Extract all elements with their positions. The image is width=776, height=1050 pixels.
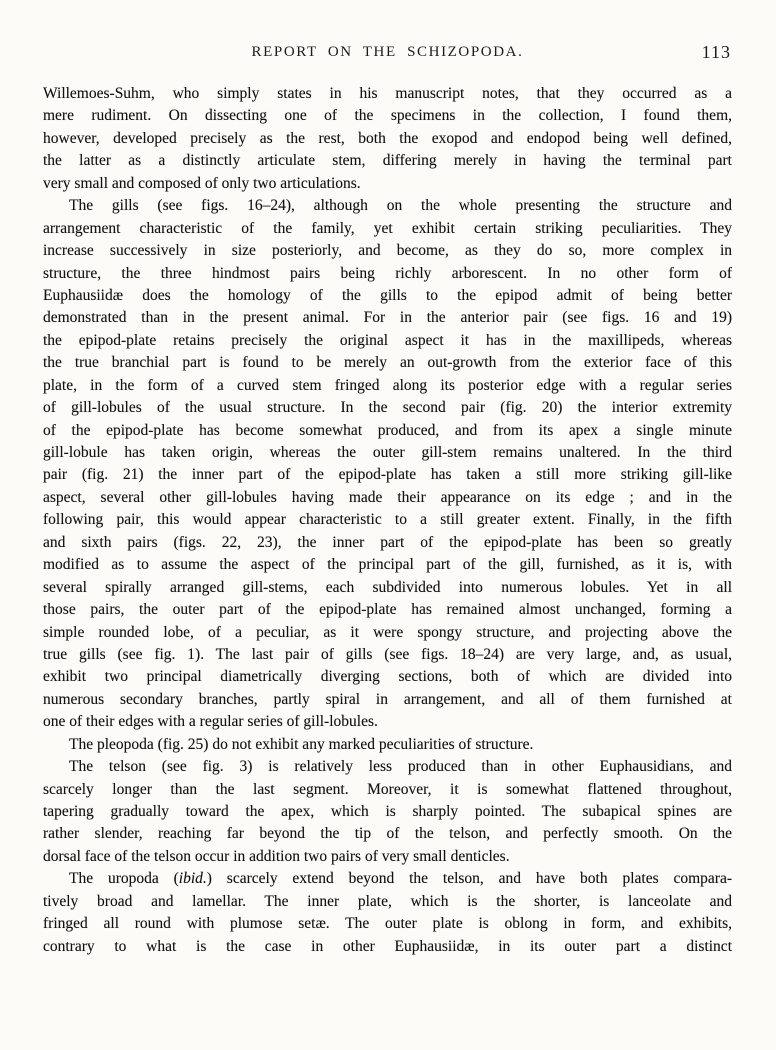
text-line: demonstrated than in the present animal. For in the anterior pair (see figs. 16 and 19): [43, 309, 732, 327]
text-line: the true branchial part is found to be merely an out-growth from the exterior face of this: [43, 354, 732, 372]
text-line: scarcely longer than the last segment. Moreover, it is somewhat flattened throughout,: [43, 780, 732, 798]
text-line: gill-lobule has taken origin, whereas the outer gill-stem remains unaltered. In the third: [43, 444, 732, 461]
running-header: [43, 44, 732, 66]
text-line: Euphausiidæ does the homology of the gills to the epipod admit of being better: [43, 286, 732, 304]
text-line: The telson (see fig. 3) is relatively less produced than in other Euphausidians, and: [69, 758, 732, 776]
running-header-title: REPORT ON THE SCHIZOPODA.: [251, 44, 524, 60]
text-line: tively broad and lamellar. The inner plate, which is the shorter, is lanceolate and: [43, 892, 732, 910]
text-line: dorsal face of the telson occur in addition two pairs of very small denticles.: [43, 847, 510, 865]
text-line: those pairs, the outer part of the epipod-plate has remained almost unchanged, forming a: [43, 601, 732, 619]
text-line: aspect, several other gill-lobules having made their appearance on its edge ; and in the: [43, 488, 732, 506]
text-line: The gills (see figs. 16–24), although on the whole presenting the structure and: [69, 197, 732, 215]
text-line: contrary to what is the case in other Euphausiidæ, in its outer part a distinct: [43, 937, 732, 955]
text-line: very small and composed of only two articulations.: [43, 174, 361, 192]
text-line: plate, in the form of a curved stem fringed along its posterior edge with a regular series: [43, 376, 732, 394]
text-line: following pair, this would appear characteristic to a still greater extent. Finally, in the fifth: [43, 511, 732, 529]
text-line: of gill-lobules of the usual structure. In the second pair (fig. 20) the interior extremity: [43, 399, 732, 417]
text-line: of the epipod-plate has become somewhat produced, and from its apex a single minute: [43, 421, 732, 439]
text-line: The pleopoda (fig. 25) do not exhibit any marked peculiarities of structure.: [69, 735, 534, 753]
text-line: and sixth pairs (figs. 22, 23), the inner part of the epipod-plate has been so greatly: [43, 533, 732, 551]
text-line: the epipod-plate retains precisely the original aspect it has in the maxillipeds, whereas: [43, 331, 732, 349]
paragraph: [43, 756, 732, 868]
text-line: modified as to assume the aspect of the principal part of the gill, furnished, as it is, with: [43, 556, 732, 574]
text-line: tapering gradually toward the apex, which is sharply pointed. The subapical spines are: [43, 803, 732, 820]
text-line: Willemoes-Suhm, who simply states in his manuscript notes, that they occurred as a: [43, 85, 732, 102]
page-number: 113: [701, 42, 731, 62]
text-line: exhibit two principal diametrically diverging sections, both of which are divided into: [43, 668, 732, 686]
text-line: rather slender, reaching far beyond the tip of the telson, and perfectly smooth. On the: [43, 825, 732, 843]
text-line: structure, the three hindmost pairs being richly arborescent. In no other form of: [43, 264, 732, 282]
text-line: increase successively in size posteriorly, and become, as they do so, more complex in: [43, 242, 732, 260]
text-line: true gills (see fig. 1). The last pair of gills (see figs. 18–24) are very large, and, as usual,: [43, 645, 732, 663]
text-line: mere rudiment. On dissecting one of the specimens in the collection, I found them,: [43, 107, 732, 125]
paragraph: [43, 195, 732, 734]
paragraph: [43, 868, 732, 958]
text-line: however, developed precisely as the rest, both the exopod and endopod being well defined,: [43, 129, 732, 147]
text-line: simple rounded lobe, of a peculiar, as it were spongy structure, and projecting above the: [43, 623, 732, 641]
text-line: arrangement characteristic of the family, yet exhibit certain striking peculiarities. They: [43, 219, 732, 237]
page-body: [43, 83, 732, 958]
paragraph: [43, 734, 732, 756]
text-line: numerous secondary branches, partly spiral in arrangement, and all of them furnished at: [43, 690, 732, 708]
text-line: the latter as a distinctly articulate stem, differing merely in having the terminal part: [43, 152, 732, 170]
text-line: The uropoda (ibid.) scarcely extend beyond the telson, and have both plates compara-: [69, 870, 732, 888]
paragraph: [43, 83, 732, 195]
text-line: pair (fig. 21) the inner part of the epipod-plate has taken a still more striking gill-like: [43, 466, 732, 484]
text-line: fringed all round with plumose setæ. The outer plate is oblong in form, and exhibits,: [43, 915, 732, 933]
text-line: one of their edges with a regular series of gill-lobules.: [43, 713, 378, 731]
text-line: several spirally arranged gill-stems, each subdivided into numerous lobules. Yet in all: [43, 578, 732, 596]
